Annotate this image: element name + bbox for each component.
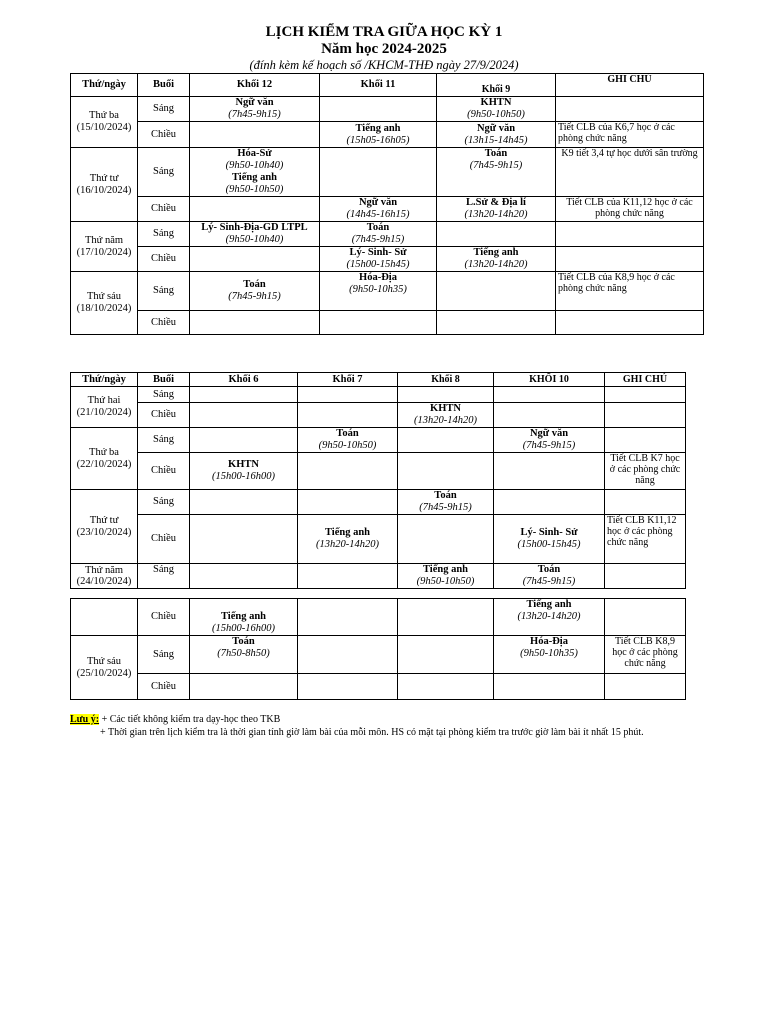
- note-cell: Tiết CLB K8,9 học ở các phòng chức năng: [605, 636, 686, 674]
- table-row: [71, 311, 704, 335]
- table-row: [71, 222, 704, 247]
- exam-cell: [437, 272, 556, 311]
- note-cell: [556, 97, 704, 122]
- table-row: [71, 97, 704, 122]
- exam-cell: Ngữ văn (13h15-14h45): [437, 122, 556, 148]
- table-row: [71, 197, 704, 222]
- table-header-row: [71, 373, 686, 387]
- note-cell: K9 tiết 3,4 tự học dưới sân trường: [556, 148, 704, 197]
- exam-cell: KHTN (15h00-16h00): [190, 453, 298, 490]
- day-cell: Thứ ba (22/10/2024): [71, 428, 138, 490]
- day-cell: Thứ hai (21/10/2024): [71, 387, 138, 428]
- exam-cell: Ngữ văn (7h45-9h15): [494, 428, 605, 453]
- exam-cell: Tiếng anh (13h20-14h20): [494, 599, 605, 636]
- exam-cell: [190, 122, 320, 148]
- exam-cell: Ngữ văn (14h45-16h15): [320, 197, 437, 222]
- table-row: [71, 122, 704, 148]
- note-cell: [556, 247, 704, 272]
- subtitle: (đính kèm kế hoạch số /KHCM-THĐ ngày 27/9/2024): [249, 58, 519, 72]
- note-label: Lưu ý:: [70, 714, 100, 725]
- day-cell: Thứ năm (24/10/2024): [71, 564, 138, 589]
- session-cell: Sáng: [138, 222, 190, 247]
- note-cell: Tiết CLB K7 học ở các phòng chức năng: [605, 453, 686, 490]
- session-cell: Sáng: [138, 564, 190, 589]
- exam-cell: Lý- Sinh- Sử (15h00-15h45): [320, 247, 437, 272]
- exam-cell: [437, 222, 556, 247]
- schedule-table-1: [70, 73, 704, 335]
- header-cell: Khối 6: [190, 373, 298, 387]
- table-row: [71, 515, 686, 564]
- exam-cell: L.Sử & Địa lí (13h20-14h20): [437, 197, 556, 222]
- exam-cell: Ngữ văn (7h45-9h15): [190, 97, 320, 122]
- header-cell: GHI CHÚ: [605, 373, 686, 387]
- session-cell: Sáng: [138, 148, 190, 197]
- exam-cell: KHTN (13h20-14h20): [398, 403, 494, 428]
- day-cell: Thứ tư (16/10/2024): [71, 148, 138, 222]
- exam-cell: Tiếng anh (15h05-16h05): [320, 122, 437, 148]
- session-cell: Chiều: [138, 197, 190, 222]
- exam-cell: [320, 311, 437, 335]
- header-cell: Buổi: [138, 373, 190, 387]
- day-cell: Thứ ba (15/10/2024): [71, 97, 138, 148]
- table-row: [71, 403, 686, 428]
- exam-cell: [190, 311, 320, 335]
- session-cell: Chiều: [138, 122, 190, 148]
- table-row: [71, 674, 686, 700]
- session-cell: Sáng: [138, 387, 190, 403]
- note-cell: Tiết CLB K11,12 học ở các phòng chức năng: [605, 515, 686, 564]
- session-cell: Sáng: [138, 636, 190, 674]
- day-cell: Thứ năm (17/10/2024): [71, 222, 138, 272]
- table-row: [71, 453, 686, 490]
- page-title: LỊCH KIỂM TRA GIỮA HỌC KỲ 1: [265, 24, 503, 40]
- session-cell: Chiều: [138, 247, 190, 272]
- header-cell: Thứ/ngày: [71, 74, 138, 97]
- exam-cell: Hóa-Địa (9h50-10h35): [320, 272, 437, 311]
- schedule-table-3: [70, 598, 686, 700]
- table-row: [71, 148, 704, 197]
- table-row: [71, 272, 704, 311]
- table-row: [71, 428, 686, 453]
- note-cell: Tiết CLB của K8,9 học ở các phòng chức năng: [556, 272, 704, 311]
- header-cell: Thứ/ngày: [71, 373, 138, 387]
- exam-cell: Toán (7h45-9h15): [494, 564, 605, 589]
- table-row: [71, 387, 686, 403]
- exam-cell: Tiếng anh (15h00-16h00): [190, 599, 298, 636]
- session-cell: Chiều: [138, 674, 190, 700]
- exam-cell: Hóa-Sử (9h50-10h40) Tiếng anh (9h50-10h50): [190, 148, 320, 197]
- session-cell: Sáng: [138, 490, 190, 515]
- footer-line-2: + Thời gian trên lịch kiểm tra là thời gian tính giờ làm bài của mỗi môn. HS có mặt tại phòng kiểm tra trước giờ làm bài ít nhất 15 phút.: [100, 727, 644, 738]
- exam-cell: Hóa-Địa (9h50-10h35): [494, 636, 605, 674]
- session-cell: Chiều: [138, 403, 190, 428]
- exam-cell: Toán (7h45-9h15): [190, 272, 320, 311]
- exam-cell: Toán (7h45-9h15): [320, 222, 437, 247]
- exam-cell: Toán (7h50-8h50): [190, 636, 298, 674]
- header-cell: GHI CHÚ: [556, 74, 704, 97]
- exam-cell: Tiếng anh (13h20-14h20): [298, 515, 398, 564]
- table-row: [71, 599, 686, 636]
- header-cell: KHỐI 10: [494, 373, 605, 387]
- table-row: [71, 490, 686, 515]
- table-header-row: [71, 74, 704, 97]
- exam-cell: Tiếng anh (9h50-10h50): [398, 564, 494, 589]
- exam-cell: [437, 311, 556, 335]
- header-cell: Khối 7: [298, 373, 398, 387]
- header-cell: Khối 8: [398, 373, 494, 387]
- table-row: [71, 636, 686, 674]
- session-cell: Chiều: [138, 515, 190, 564]
- day-cell: Thứ sáu (18/10/2024): [71, 272, 138, 335]
- table-row: [71, 247, 704, 272]
- exam-cell: [320, 148, 437, 197]
- exam-cell: [190, 197, 320, 222]
- exam-cell: Toán (7h45-9h15): [398, 490, 494, 515]
- exam-cell: Tiếng anh (13h20-14h20): [437, 247, 556, 272]
- exam-cell: Lý- Sinh- Sử (15h00-15h45): [494, 515, 605, 564]
- header-cell: Khối 12: [190, 74, 320, 97]
- exam-cell: [320, 97, 437, 122]
- exam-cell: Lý- Sinh-Địa-GD LTPL (9h50-10h40): [190, 222, 320, 247]
- session-cell: Chiều: [138, 453, 190, 490]
- session-cell: Sáng: [138, 428, 190, 453]
- session-cell: Sáng: [138, 272, 190, 311]
- session-cell: Chiều: [138, 599, 190, 636]
- header-cell: Khối 9: [437, 74, 556, 97]
- exam-cell: Toán (7h45-9h15): [437, 148, 556, 197]
- exam-cell: Toán (9h50-10h50): [298, 428, 398, 453]
- day-cell: Thứ tư (23/10/2024): [71, 490, 138, 564]
- table-row: [71, 564, 686, 589]
- header-cell: Buổi: [138, 74, 190, 97]
- footer-notes: [70, 713, 644, 739]
- exam-cell: [190, 247, 320, 272]
- note-cell: Tiết CLB của K6,7 học ở các phòng chức năng: [556, 122, 704, 148]
- note-cell: [556, 222, 704, 247]
- day-cell: Thứ sáu (25/10/2024): [71, 636, 138, 700]
- footer-line-1: Lưu ý: + Các tiết không kiểm tra dạy-học theo TKB: [70, 714, 281, 725]
- exam-cell: KHTN (9h50-10h50): [437, 97, 556, 122]
- schedule-table-2: [70, 372, 686, 589]
- note-cell: [556, 311, 704, 335]
- session-cell: Chiều: [138, 311, 190, 335]
- header-cell: Khối 11: [320, 74, 437, 97]
- school-year: Năm học 2024-2025: [321, 41, 447, 57]
- note-cell: Tiết CLB của K11,12 học ở các phòng chức năng: [556, 197, 704, 222]
- session-cell: Sáng: [138, 97, 190, 122]
